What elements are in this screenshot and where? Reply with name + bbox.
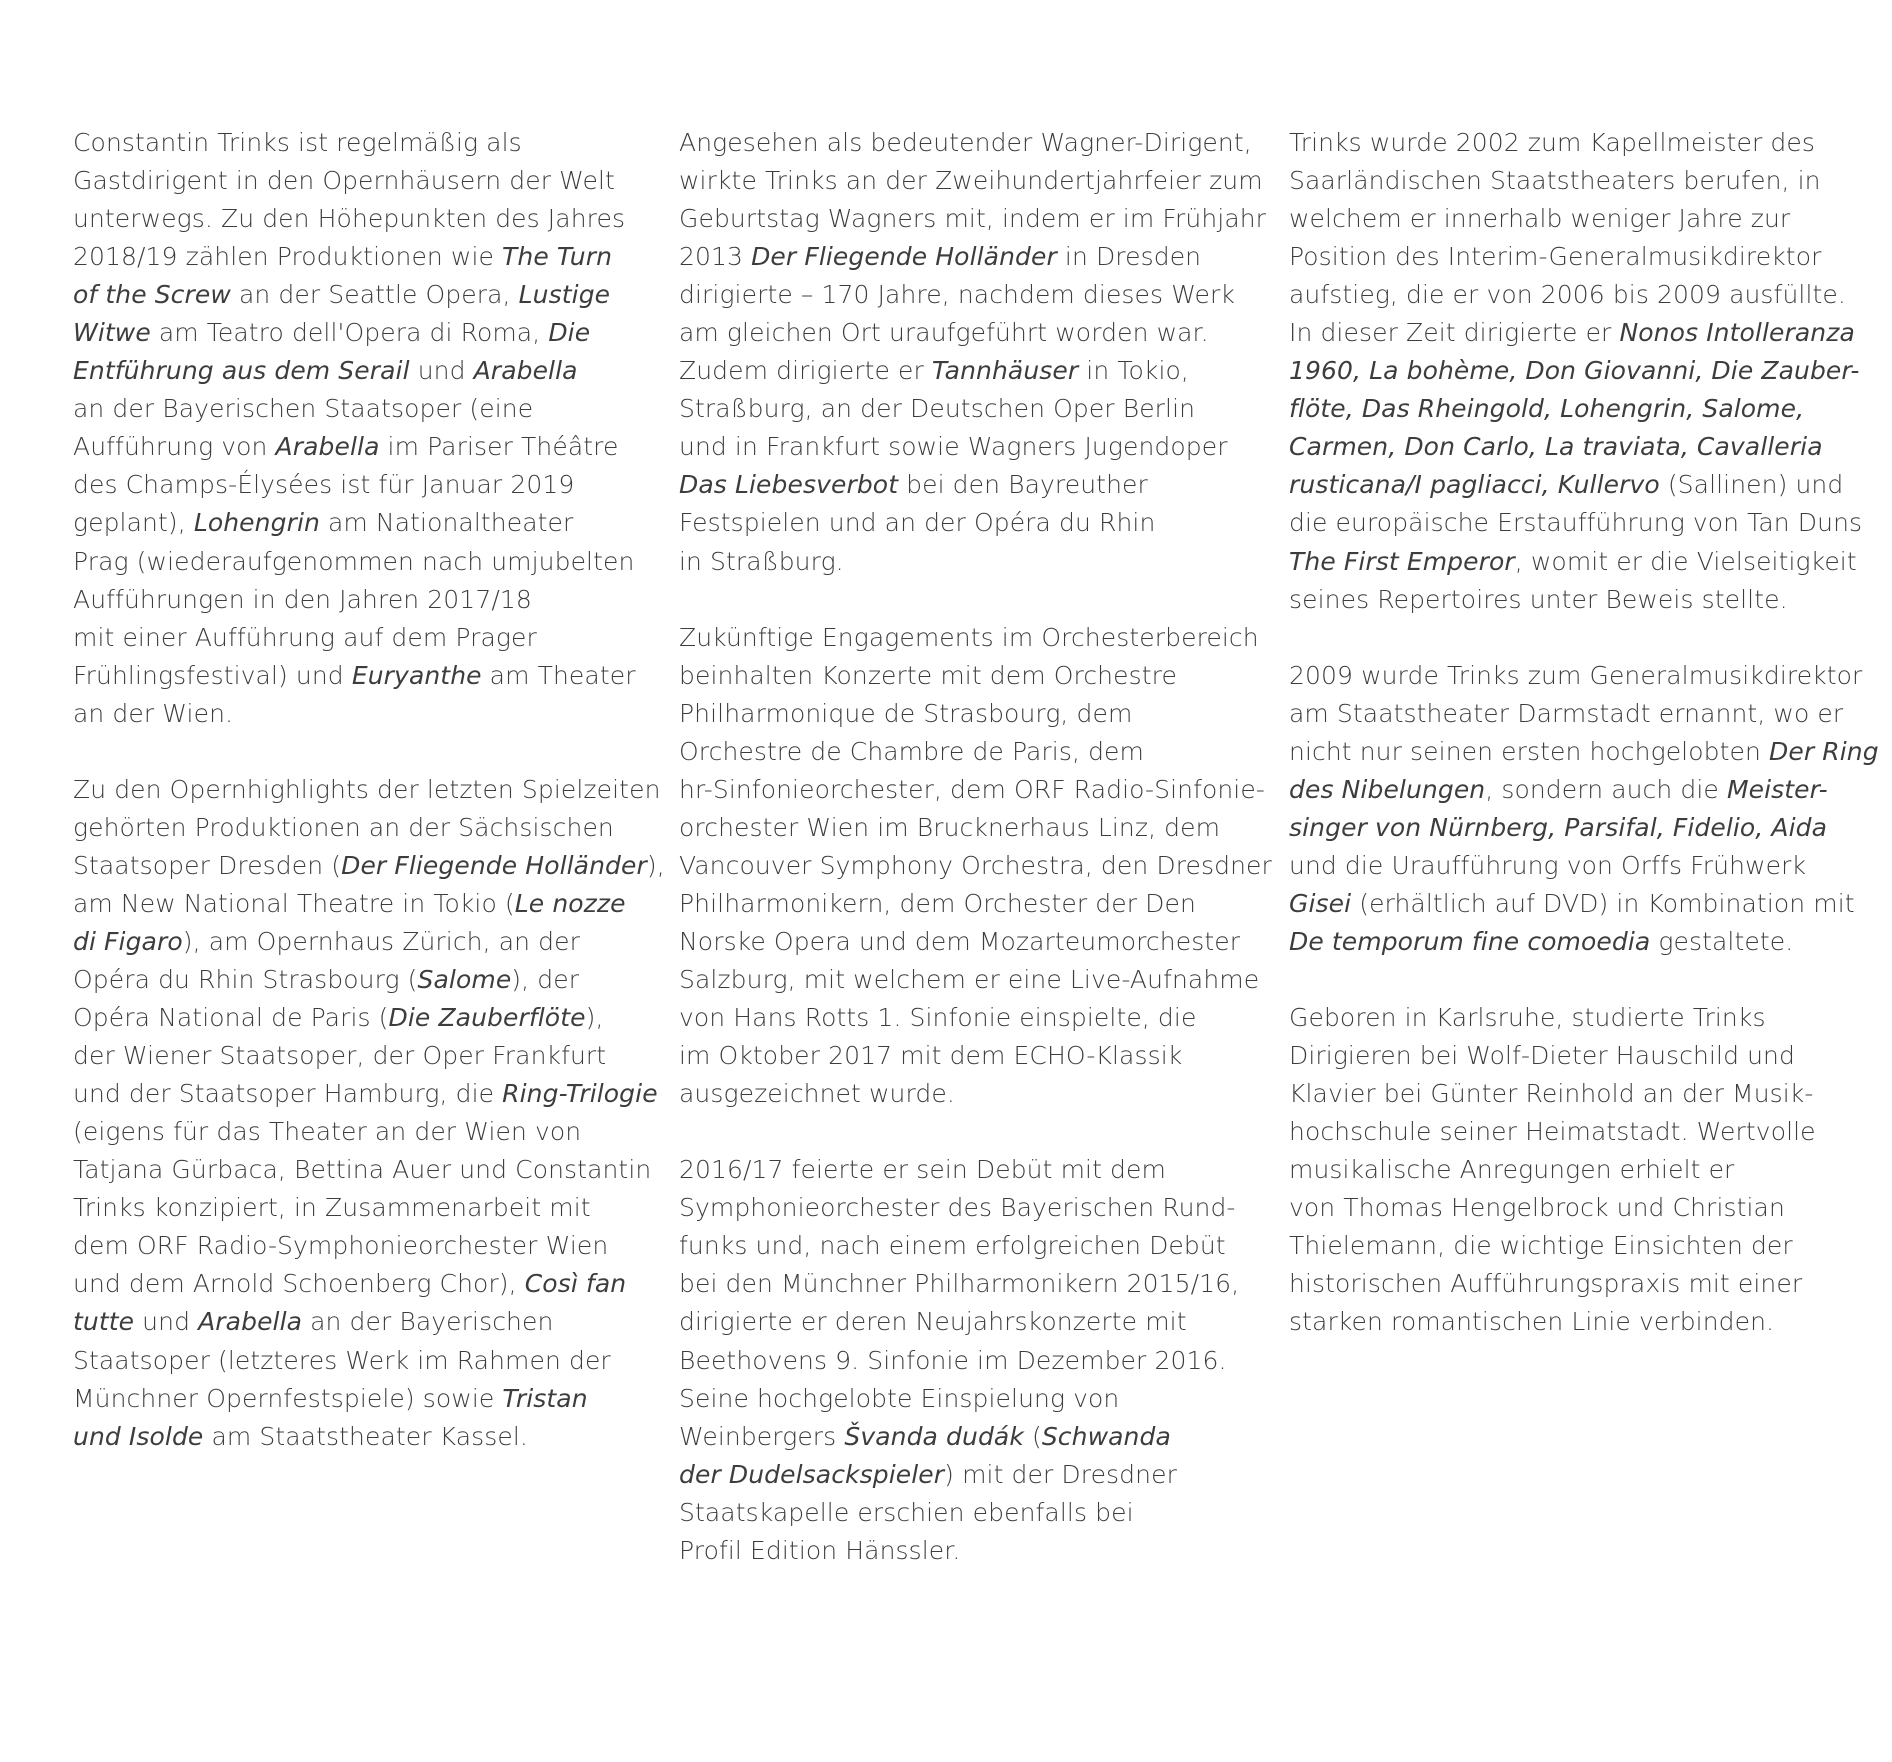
text-line: Orchestre de Chambre de Paris, dem (679, 736, 1144, 766)
text-line: of the Screw an der Seattle Opera, Lustige (73, 280, 611, 310)
text-line: dirigierte er deren Neujahrskonzerte mit (679, 1307, 1187, 1337)
text-line: funks und, nach einem erfolgreichen Debüt (679, 1231, 1226, 1261)
text-line: Profil Edition Hänssler. (679, 1535, 961, 1565)
paragraph (73, 771, 673, 1456)
text-line: dirigierte – 170 Jahre, nachdem dieses Werk (679, 280, 1235, 310)
text-line: Angesehen als bedeutender Wagner-Dirigent, (679, 128, 1252, 157)
text-line: Beethovens 9. Sinfonie im Dezember 2016. (679, 1345, 1227, 1375)
text-line: 2013 Der Fliegende Holländer in Dresden (679, 242, 1202, 272)
paragraph (73, 124, 673, 733)
text-line: hr-Sinfonieorchester, dem ORF Radio-Sinfonie- (679, 774, 1265, 804)
text-line: und Isolde am Staatstheater Kassel. (73, 1421, 528, 1451)
text-line: De temporum fine comoedia gestaltete. (1289, 926, 1794, 956)
text-line: Staatskapelle erschien ebenfalls bei (679, 1497, 1134, 1527)
text-line: unterwegs. Zu den Höhepunkten des Jahres (73, 204, 626, 234)
text-line: orchester Wien im Brucknerhaus Linz, dem (679, 812, 1221, 842)
text-line: Prag (wiederaufgenommen nach umjubelten (73, 546, 635, 576)
text-column-1 (73, 124, 673, 1494)
text-line: Frühlingsfestival) und Euryanthe am Theater (73, 660, 636, 690)
text-line: Straßburg, an der Deutschen Oper Berlin (679, 394, 1196, 424)
text-line: singer von Nürnberg, Parsifal, Fidelio, Aida (1289, 812, 1828, 842)
text-line: der Wiener Staatsoper, der Oper Frankfurt (73, 1041, 607, 1071)
text-line: beinhalten Konzerte mit dem Orchestre (679, 660, 1177, 690)
text-line: von Thomas Hengelbrock und Christian (1289, 1193, 1785, 1223)
text-column-2 (679, 124, 1279, 1608)
text-line: 2018/19 zählen Produktionen wie The Turn (73, 242, 613, 272)
text-line: und in Frankfurt sowie Wagners Jugendoper (679, 432, 1228, 462)
paragraph (679, 619, 1279, 1114)
text-line: Thielemann, die wichtige Einsichten der (1289, 1231, 1793, 1261)
text-line: Opéra du Rhin Strasbourg (Salome), der (73, 965, 580, 995)
text-line: Dirigieren bei Wolf-Dieter Hauschild und (1289, 1041, 1795, 1071)
text-line: Tatjana Gürbaca, Bettina Auer und Constantin (73, 1155, 652, 1185)
text-line: Carmen, Don Carlo, La traviata, Cavalleria (1289, 432, 1823, 462)
text-line: ausgezeichnet wurde. (679, 1079, 955, 1109)
text-line: Seine hochgelobte Einspielung von (679, 1383, 1120, 1413)
text-line: The First Emperor, womit er die Vielseitigkeit (1289, 546, 1857, 576)
text-line: Entführung aus dem Serail und Arabella (73, 356, 578, 386)
text-line: Weinbergers Švanda dudák (Schwanda (679, 1421, 1171, 1451)
text-line: gehörten Produktionen an der Sächsischen (73, 812, 614, 842)
text-line: Vancouver Symphony Orchestra, den Dresdner (679, 850, 1272, 880)
text-line: (eigens für das Theater an der Wien von (73, 1117, 582, 1147)
text-column-3 (1289, 124, 1889, 1380)
text-line: an der Wien. (73, 698, 234, 728)
text-line: Zu den Opernhighlights der letzten Spielzeiten (73, 774, 661, 804)
text-line: Festspielen und an der Opéra du Rhin (679, 508, 1156, 538)
text-line: bei den Münchner Philharmonikern 2015/16, (679, 1269, 1240, 1299)
text-line: wirkte Trinks an der Zweihundertjahrfeier zum (679, 166, 1263, 196)
text-line: geplant), Lohengrin am Nationaltheater (73, 508, 574, 538)
text-line: Geburtstag Wagners mit, indem er im Frühjahr (679, 204, 1267, 234)
text-line: Aufführung von Arabella im Pariser Théâtre (73, 432, 619, 462)
text-line: di Figaro), am Opernhaus Zürich, an der (73, 926, 580, 956)
text-line: Das Liebesverbot bei den Bayreuther (679, 470, 1148, 500)
text-line: dem ORF Radio-Symphonieorchester Wien (73, 1231, 609, 1261)
text-line: In dieser Zeit dirigierte er Nonos Intolleranza (1289, 318, 1855, 348)
paragraph (1289, 124, 1889, 619)
text-line: des Champs-Élysées ist für Januar 2019 (73, 470, 575, 500)
text-line: Zudem dirigierte er Tannhäuser in Tokio, (679, 356, 1189, 386)
text-line: Staatsoper Dresden (Der Fliegende Holländer), (73, 850, 665, 880)
text-line: an der Bayerischen Staatsoper (eine (73, 394, 534, 424)
text-line: Trinks wurde 2002 zum Kapellmeister des (1289, 128, 1815, 157)
text-line: Trinks konzipiert, in Zusammenarbeit mit (73, 1193, 591, 1223)
text-line: seines Repertoires unter Beweis stellte. (1289, 584, 1788, 614)
text-line: Philharmonikern, dem Orchester der Den (679, 888, 1196, 918)
text-line: des Nibelungen, sondern auch die Meister- (1289, 774, 1828, 804)
text-line: hochschule seiner Heimatstadt. Wertvolle (1289, 1117, 1816, 1147)
text-line: im Oktober 2017 mit dem ECHO-Klassik (679, 1041, 1183, 1071)
text-line: Klavier bei Günter Reinhold an der Musik- (1289, 1079, 1814, 1109)
paragraph (679, 124, 1279, 581)
text-line: Münchner Opernfestspiele) sowie Tristan (73, 1383, 588, 1413)
text-line: Aufführungen in den Jahren 2017/18 (73, 584, 532, 614)
text-line: starken romantischen Linie verbinden. (1289, 1307, 1775, 1337)
text-line: Salzburg, mit welchem er eine Live-Aufnahme (679, 965, 1260, 995)
paragraph (1289, 999, 1889, 1341)
text-line: rusticana/I pagliacci, Kullervo (Sallinen) und (1289, 470, 1844, 500)
text-line: Constantin Trinks ist regelmäßig als (73, 128, 522, 157)
text-line: am New National Theatre in Tokio (Le nozze (73, 888, 626, 918)
text-line: aufstieg, die er von 2006 bis 2009 ausfüllte. (1289, 280, 1846, 310)
text-line: Gastdirigent in den Opernhäusern der Welt (73, 166, 615, 196)
text-line: der Dudelsackspieler) mit der Dresdner (679, 1459, 1177, 1489)
text-line: welchem er innerhalb weniger Jahre zur (1289, 204, 1791, 234)
text-line: in Straßburg. (679, 546, 844, 576)
text-line: nicht nur seinen ersten hochgelobten Der Ring (1289, 736, 1879, 766)
text-line: 2016/17 feierte er sein Debüt mit dem (679, 1155, 1166, 1185)
text-line: tutte und Arabella an der Bayerischen (73, 1307, 554, 1337)
text-line: musikalische Anregungen erhielt er (1289, 1155, 1735, 1185)
text-line: Opéra National de Paris (Die Zauberflöte), (73, 1003, 604, 1033)
text-line: am Staatstheater Darmstadt ernannt, wo er (1289, 698, 1844, 728)
text-line: die europäische Erstaufführung von Tan Duns (1289, 508, 1863, 538)
text-line: Zukünftige Engagements im Orchesterbereich (679, 622, 1259, 652)
text-line: 1960, La bohème, Don Giovanni, Die Zauber- (1289, 356, 1860, 386)
text-line: flöte, Das Rheingold, Lohengrin, Salome, (1289, 394, 1805, 424)
text-line: am gleichen Ort uraufgeführt worden war. (679, 318, 1209, 348)
text-line: Philharmonique de Strasbourg, dem (679, 698, 1133, 728)
paragraph (1289, 657, 1889, 961)
text-line: und die Uraufführung von Orffs Frühwerk (1289, 850, 1807, 880)
text-line: Saarländischen Staatstheaters berufen, in (1289, 166, 1821, 196)
text-line: Position des Interim-Generalmusikdirektor (1289, 242, 1822, 272)
text-line: Norske Opera und dem Mozarteumorchester (679, 926, 1241, 956)
text-line: Symphonieorchester des Bayerischen Rund- (679, 1193, 1236, 1223)
text-line: historischen Aufführungspraxis mit einer (1289, 1269, 1803, 1299)
text-line: Gisei (erhältlich auf DVD) in Kombination mit (1289, 888, 1855, 918)
text-line: und dem Arnold Schoenberg Chor), Così fan (73, 1269, 627, 1299)
paragraph (679, 1151, 1279, 1570)
text-line: und der Staatsoper Hamburg, die Ring-Trilogie (73, 1079, 658, 1109)
text-line: 2009 wurde Trinks zum Generalmusikdirektor (1289, 660, 1863, 690)
text-line: von Hans Rotts 1. Sinfonie einspielte, die (679, 1003, 1197, 1033)
text-line: Geboren in Karlsruhe, studierte Trinks (1289, 1003, 1766, 1033)
text-line: mit einer Aufführung auf dem Prager (73, 622, 537, 652)
text-line: Staatsoper (letzteres Werk im Rahmen der (73, 1345, 611, 1375)
text-line: Witwe am Teatro dell'Opera di Roma, Die (73, 318, 591, 348)
